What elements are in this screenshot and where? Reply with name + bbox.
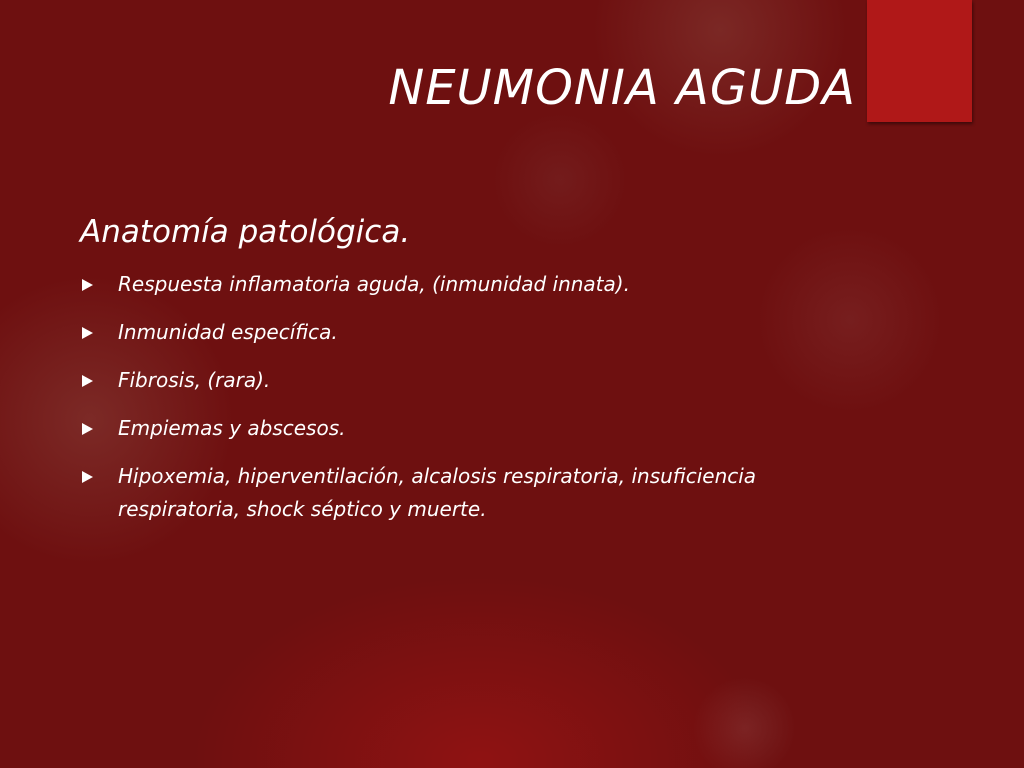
slide-subtitle: Anatomía patológica. — [80, 214, 411, 250]
bullet-text: Inmunidad específica. — [118, 320, 338, 344]
triangle-bullet-icon — [82, 471, 93, 483]
bullet-item — [80, 412, 880, 445]
triangle-bullet-icon — [82, 327, 93, 339]
bullet-text: Fibrosis, (rara). — [118, 368, 271, 392]
bullet-text: Empiemas y abscesos. — [118, 416, 346, 440]
triangle-bullet-icon — [82, 423, 93, 435]
bullet-list — [80, 268, 880, 541]
triangle-bullet-icon — [82, 279, 93, 291]
triangle-bullet-icon — [82, 375, 93, 387]
bullet-item — [80, 316, 880, 349]
bullet-item — [80, 364, 880, 397]
slide-title: NEUMONIA AGUDA — [388, 60, 856, 116]
accent-block — [867, 0, 972, 122]
bullet-text: Respuesta inflamatoria aguda, (inmunidad innata). — [118, 272, 630, 296]
bullet-item — [80, 268, 880, 301]
bullet-text: Hipoxemia, hiperventilación, alcalosis respiratoria, insuficiencia respiratoria, shock séptico y muerte. — [118, 464, 757, 521]
bullet-item — [80, 460, 880, 526]
